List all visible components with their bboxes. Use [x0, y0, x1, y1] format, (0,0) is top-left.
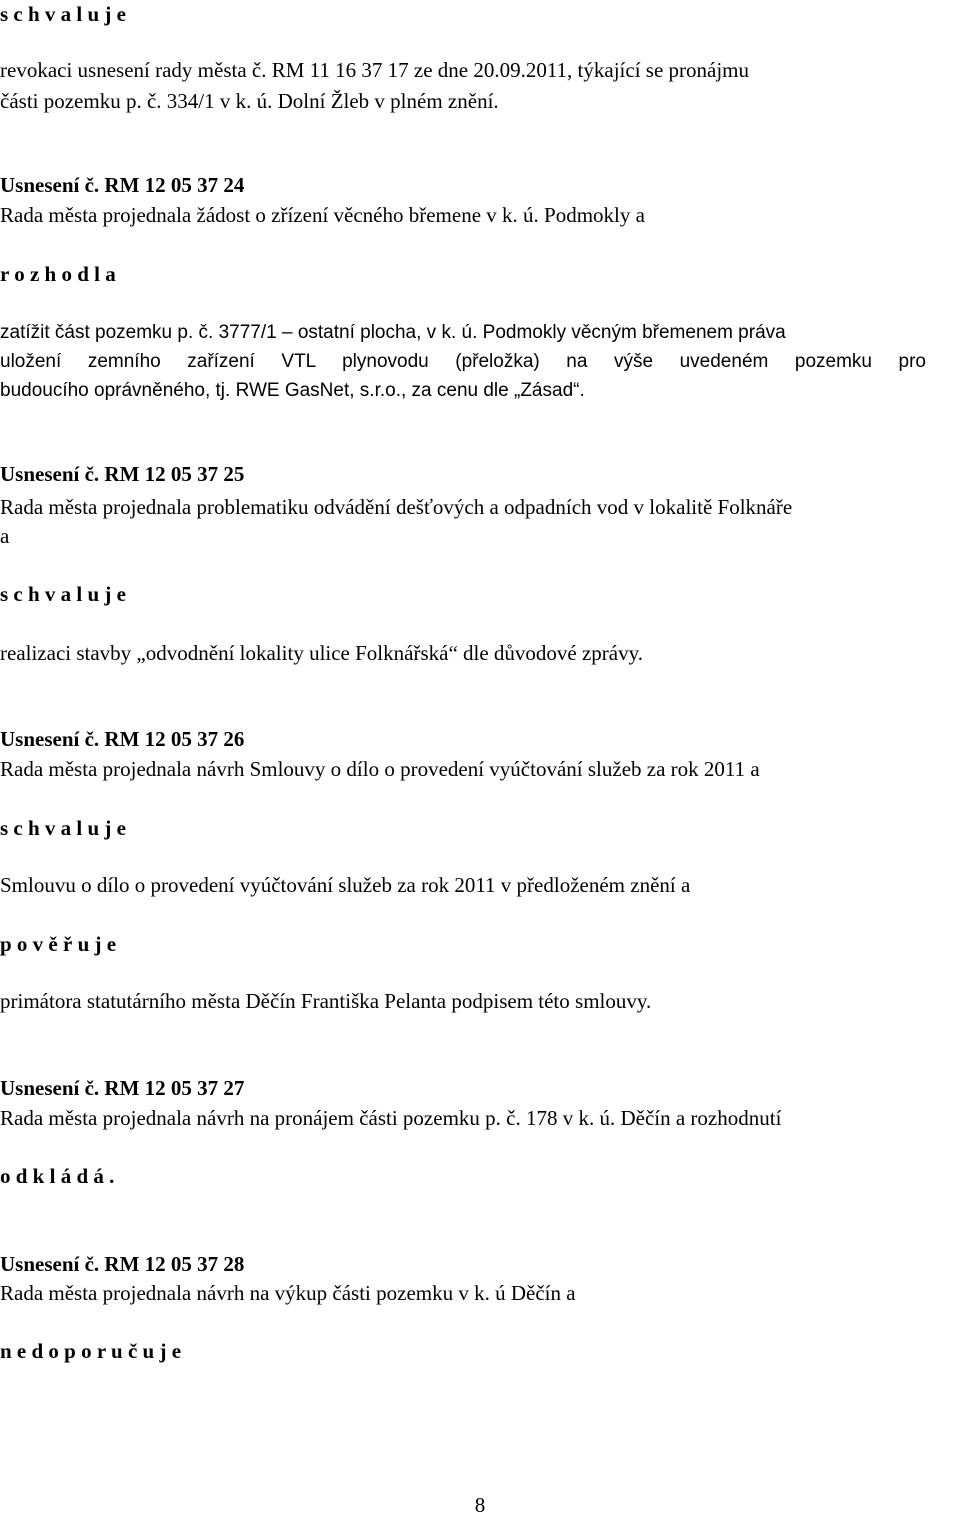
- resolution-text-line: části pozemku p. č. 334/1 v k. ú. Dolní Žleb v plném znění.: [0, 89, 499, 113]
- resolution-intro: Rada města projednala problematiku odvádění dešťových a odpadních vod v lokalitě Folknáře: [0, 495, 793, 519]
- verdict-odklada: o d k l á d á .: [0, 1164, 115, 1188]
- resolution-text-line: budoucího oprávněného, tj. RWE GasNet, s.r.o., za cenu dle „Zásad“.: [0, 380, 585, 401]
- verdict-schvaluje: s c h v a l u j e: [0, 582, 126, 606]
- verdict-nedoporucuje: n e d o p o r u č u j e: [0, 1339, 182, 1363]
- resolution-heading: Usnesení č. RM 12 05 37 27: [0, 1076, 245, 1100]
- verdict-rozhodla: r o z h o d l a: [0, 262, 116, 286]
- resolution-text: Smlouvu o dílo o provedení vyúčtování služeb za rok 2011 v předloženém znění a: [0, 873, 691, 897]
- resolution-text-line: zatížit část pozemku p. č. 3777/1 – ostatní plocha, v k. ú. Podmokly věcným břemenem práva: [0, 322, 786, 343]
- resolution-heading: Usnesení č. RM 12 05 37 24: [0, 173, 245, 197]
- resolution-text: primátora statutárního města Děčín Františka Pelanta podpisem této smlouvy.: [0, 989, 652, 1013]
- resolution-text: realizaci stavby „odvodnění lokality ulice Folknářská“ dle důvodové zprávy.: [0, 641, 644, 665]
- resolution-intro: a: [0, 524, 10, 548]
- page-number: 8: [474, 1493, 486, 1517]
- resolution-text-line: revokaci usnesení rady města č. RM 11 16 37 17 ze dne 20.09.2011, týkající se pronájmu: [0, 58, 750, 82]
- verdict-schvaluje: s c h v a l u j e: [0, 2, 126, 26]
- resolution-heading: Usnesení č. RM 12 05 37 25: [0, 462, 245, 486]
- resolution-intro: Rada města projednala žádost o zřízení věcného břemene v k. ú. Podmokly a: [0, 203, 645, 227]
- resolution-intro: Rada města projednala návrh na výkup části pozemku v k. ú Děčín a: [0, 1281, 576, 1305]
- resolution-intro: Rada města projednala návrh Smlouvy o dílo o provedení vyúčtování služeb za rok 2011 a: [0, 757, 760, 781]
- verdict-poveruje: p o v ě ř u j e: [0, 932, 117, 956]
- resolution-intro: Rada města projednala návrh na pronájem části pozemku p. č. 178 v k. ú. Děčín a rozhodnutí: [0, 1106, 782, 1130]
- resolution-heading: Usnesení č. RM 12 05 37 26: [0, 727, 245, 751]
- resolution-heading: Usnesení č. RM 12 05 37 28: [0, 1252, 245, 1276]
- verdict-schvaluje: s c h v a l u j e: [0, 816, 126, 840]
- resolution-text-line: uložení zemního zařízení VTL plynovodu (přeložka) na výše uvedeném pozemku pro: [0, 351, 926, 372]
